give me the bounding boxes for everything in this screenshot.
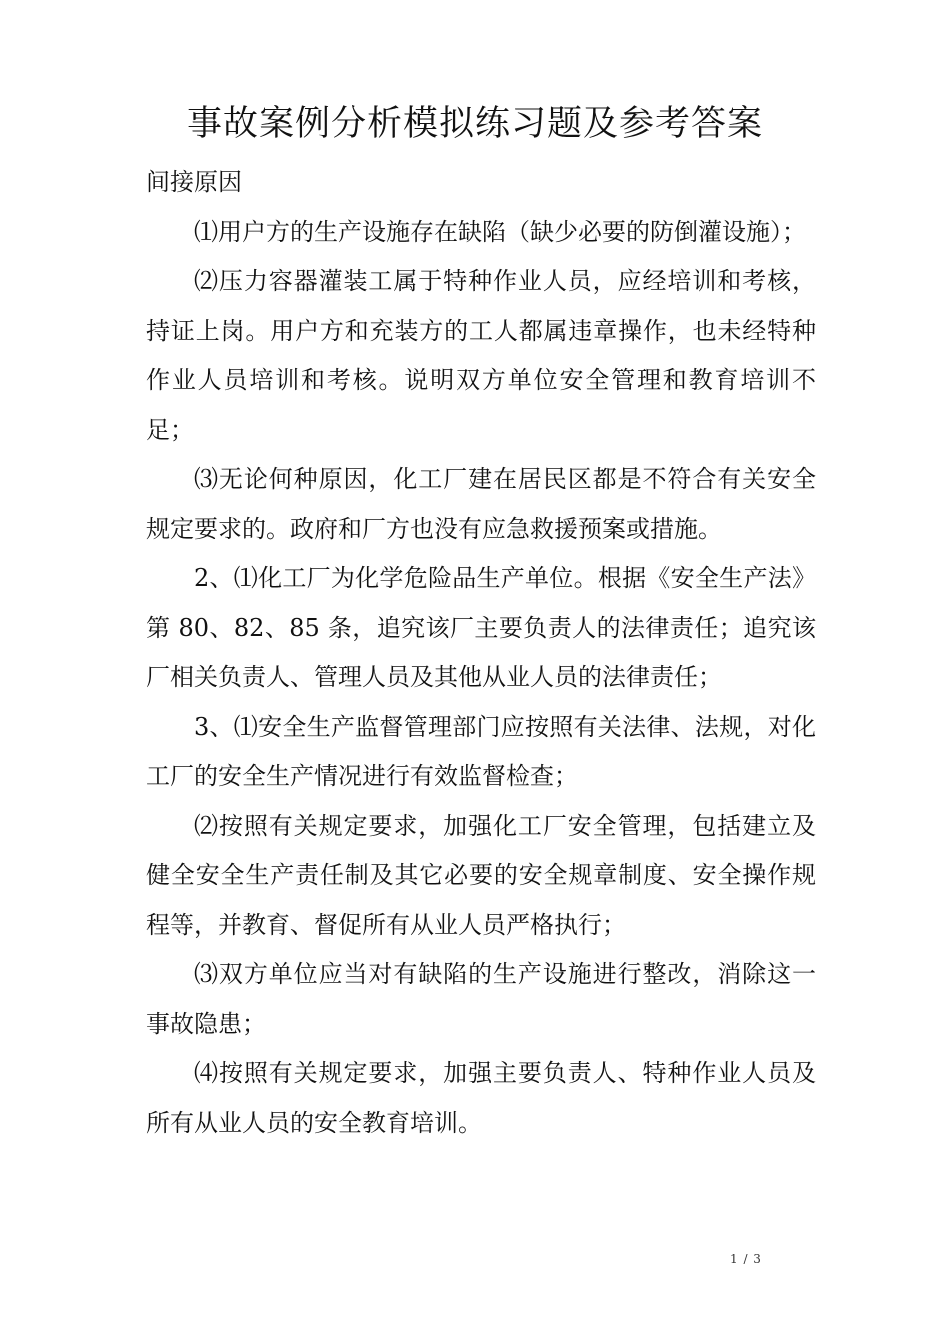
paragraph-answer-3-4: ⑷按照有关规定要求，加强主要负责人、特种作业人员及所有从业人员的安全教育培训。 [146,1059,816,1137]
paragraph-cause-3: ⑶无论何种原因，化工厂建在居民区都是不符合有关安全规定要求的。政府和厂方也没有应急救援预案或措施。 [146,465,816,543]
paragraph-answer-3-2: ⑵按照有关规定要求，加强化工厂安全管理，包括建立及健全安全生产责任制及其它必要的安全规章制度、安全操作规程等，并教育、督促所有从业人员严格执行； [146,811,816,939]
page-number: 1 / 3 [730,1252,762,1266]
paragraph-answer-3-1: 3、⑴安全生产监督管理部门应按照有关法律、法规，对化工厂的安全生产情况进行有效监督检查； [146,712,816,790]
paragraph-answer-3-3: ⑶双方单位应当对有缺陷的生产设施进行整改，消除这一事故隐患； [146,960,816,1038]
paragraph-cause-2: ⑵压力容器灌装工属于特种作业人员，应经培训和考核，持证上岗。用户方和充装方的工人都属违章操作，也未经特种作业人员培训和考核。说明双方单位安全管理和教育培训不足； [146,267,816,444]
paragraph-indirect-causes-heading: 间接原因 [146,168,242,196]
paragraph-answer-2: 2、⑴化工厂为化学危险品生产单位。根据《安全生产法》第 80、82、85 条，追究该厂主要负责人的法律责任；追究该厂相关负责人、管理人员及其他从业人员的法律责任； [146,564,816,691]
document-body [146,158,816,1148]
paragraph-cause-1: ⑴用户方的生产设施存在缺陷（缺少必要的防倒灌设施）； [194,217,806,246]
document-title: 事故案例分析模拟练习题及参考答案 [186,104,763,144]
